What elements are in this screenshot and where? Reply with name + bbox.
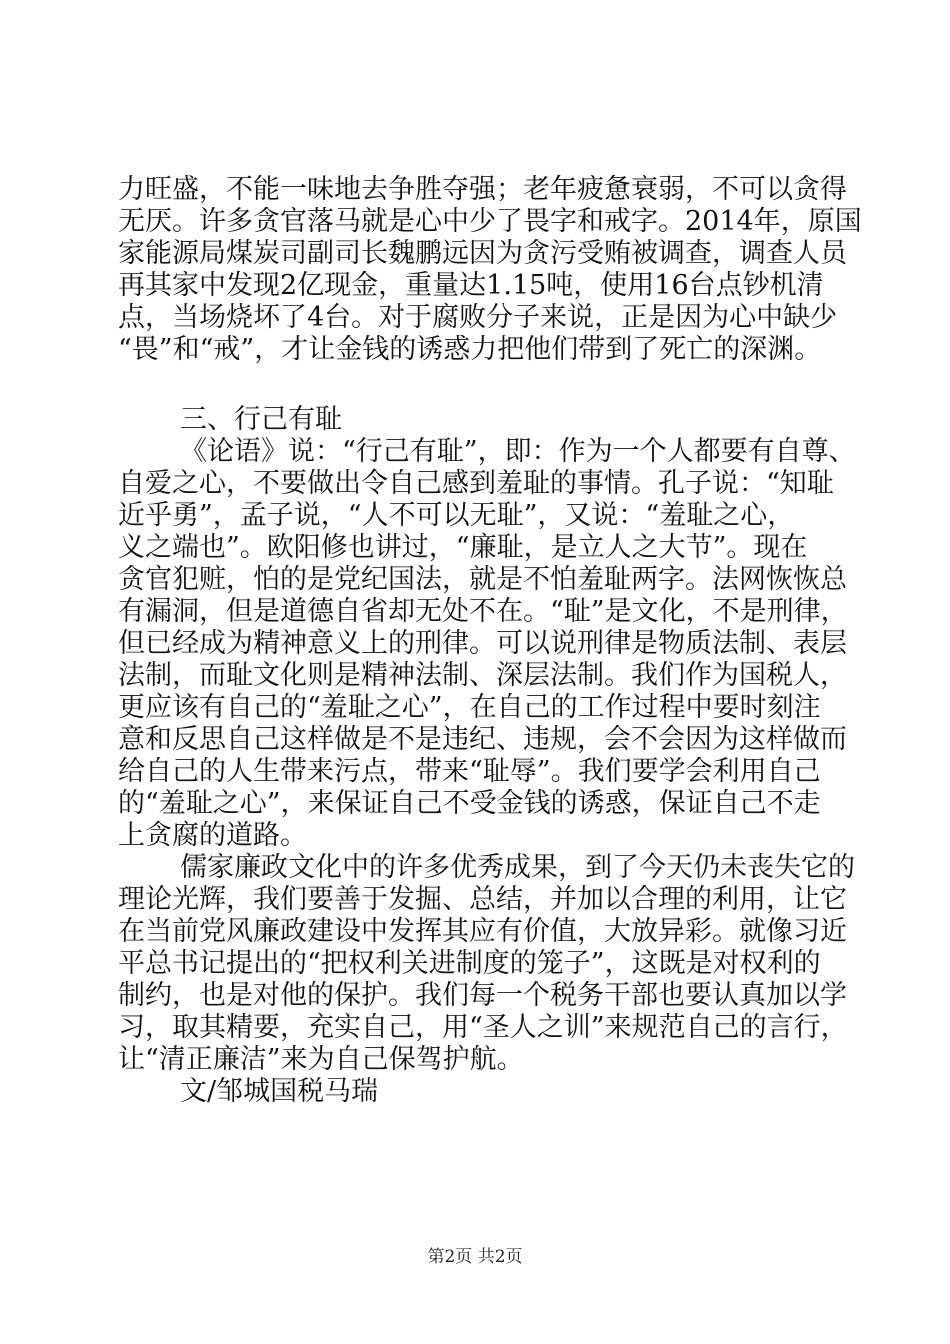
text-line: 自爱之心，不要做出令自己感到羞耻的事情。孔子说：“知耻	[118, 468, 834, 499]
text-line: 《论语》说：“行己有耻”，即：作为一个人都要有自尊、	[180, 436, 856, 467]
text-line: 但已经成为精神意义上的刑律。可以说刑律是物质法制、表层	[118, 628, 847, 659]
text-line: 近乎勇”，孟子说，“人不可以无耻”，又说：“羞耻之心，	[118, 500, 795, 531]
text-line: 制约，也是对他的保护。我们每一个税务干部也要认真加以学	[118, 980, 847, 1011]
text-line: 更应该有自己的“羞耻之心”，在自己的工作过程中要时刻注	[118, 692, 821, 723]
text-line: 力旺盛，不能一味地去争胜夺强；老年疲惫衰弱，不可以贪得	[118, 174, 847, 205]
text-line: 儒家廉政文化中的许多优秀成果，到了今天仍未丧失它的	[180, 852, 855, 883]
paragraph-conclusion	[118, 852, 855, 1076]
text-line: 理论光辉，我们要善于发掘、总结，并加以合理的利用，让它	[118, 884, 847, 915]
text-line: 让“清正廉洁”来为自己保驾护航。	[118, 1044, 524, 1075]
author-signature: 文/邹城国税马瑞	[180, 1076, 379, 1107]
text-line: 上贪腐的道路。	[118, 820, 307, 851]
text-line: 有漏洞，但是道德自省却无处不在。“耻”是文化，不是刑律，	[118, 596, 848, 627]
article-body	[118, 174, 862, 1108]
text-line: 无厌。许多贪官落马就是心中少了畏字和戒字。2014年，原国	[118, 206, 862, 237]
text-line: 点，当场烧坏了4台。对于腐败分子来说，正是因为心中缺少	[118, 302, 838, 333]
text-line: 习，取其精要，充实自己，用“圣人之训”来规范自己的言行，	[118, 1012, 848, 1043]
paragraph-shame	[118, 436, 856, 852]
text-line: 意和反思自己这样做是不是违纪、违规，会不会因为这样做而	[118, 724, 847, 755]
paragraph-gap	[118, 366, 848, 404]
text-line: 法制，而耻文化则是精神法制、深层法制。我们作为国税人，	[118, 660, 847, 691]
text-line: “畏”和“戒”，才让金钱的诱惑力把他们带到了死亡的深渊。	[118, 334, 822, 365]
text-line: 再其家中发现2亿现金，重量达1.15吨，使用16台点钞机清	[118, 270, 824, 301]
section-heading: 三、行己有耻	[180, 404, 342, 435]
text-line: 平总书记提出的“把权利关进制度的笼子”，这既是对权利的	[118, 948, 821, 979]
text-line: 义之端也”。欧阳修也讲过，“廉耻，是立人之大节”。现在	[118, 532, 808, 563]
page-number: 第2页 共2页	[427, 1247, 523, 1267]
text-line: 的“羞耻之心”，来保证自己不受金钱的诱惑，保证自己不走	[118, 788, 821, 819]
text-line: 在当前党风廉政建设中发挥其应有价值，大放异彩。就像习近	[118, 916, 847, 947]
text-line: 家能源局煤炭司副司长魏鹏远因为贪污受贿被调查，调查人员	[118, 238, 847, 269]
text-line: 给自己的人生带来污点，带来“耻辱”。我们要学会利用自己	[118, 756, 821, 787]
paragraph-greed	[118, 174, 862, 366]
text-line: 贪官犯赃，怕的是党纪国法，就是不怕羞耻两字。法网恢恢总	[118, 564, 847, 595]
